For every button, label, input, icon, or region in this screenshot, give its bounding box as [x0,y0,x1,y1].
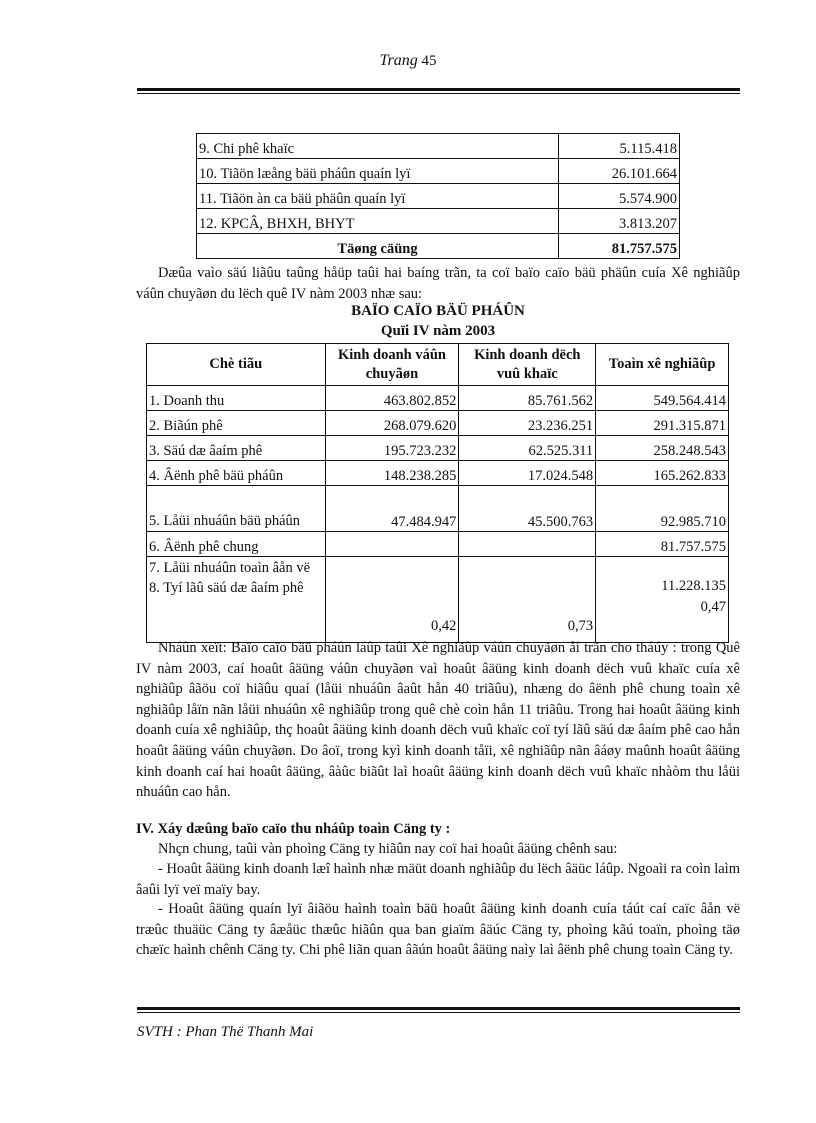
bullet-1: - Hoaût âäüng kinh doanh læî haình nhæ mäüt doanh nghiãûp du lëch âäüc láûp. Ngoaìi ra coìn laìm âaûi lyï veï maïy bay. [136,861,740,898]
table-row [197,134,680,159]
table-row [197,209,680,234]
bullet-2: - Hoaût âäüng quaín lyï âiãöu haình toaìn bäü hoaût âäüng kinh doanh cuía táút caí caïc âån vë træûc thuäüc Cäng ty âæåüc thæûc hiãûn qua ban giaïm âäúc Cäng ty, phoìng kãú toaïn, phoìng täø chæïc haình chênh Cäng ty. Chi phê liãn quan âãún hoaût âäüng naìy laì âënh phê chung toaìn Cäng ty. [136,901,740,959]
cell: 195.723.232 [325,436,459,461]
table-row [147,486,729,532]
cost-value: 5.115.418 [559,134,680,159]
section-heading: IV. Xáy dæûng baïo caïo thu nháûp toaìn Cäng ty : [136,821,451,837]
row-label: 8. Tyí lãû säú dæ âaím phê [149,580,304,596]
cell: 45.500.763 [459,486,596,532]
table-row [147,386,729,411]
table-row [147,532,729,557]
cost-table [196,133,680,259]
table-row [197,159,680,184]
cell: 148.238.285 [325,461,459,486]
cell: 549.564.414 [596,386,729,411]
cell: 85.761.562 [459,386,596,411]
row-label: 1. Doanh thu [147,386,326,411]
row-label: 4. Âënh phê bäü pháûn [147,461,326,486]
header-rule [137,88,740,94]
row-label: 3. Säú dæ âaím phê [147,436,326,461]
cell: 62.525.311 [459,436,596,461]
cell: 0,73 [567,618,594,634]
header-indicator: Chè tiãu [147,344,326,386]
cost-label: 10. Tiãön læång bäü pháûn quaín lyï [197,159,559,184]
footer-rule [137,1007,740,1013]
merged-label-cell [147,557,326,643]
comment-paragraph: Nháûn xeït: Baïo caïo bäü pháûn láûp taûi Xê nghiãûp váûn chuyãøn åí trãn cho tháúy : trong Quê IV nàm 2003, caí hoaût âäüng váûn chuyãøn vaì hoaût âäüng kinh doanh dëch vuû khaïc cuía xê nghiãûp âãöu coï hiãûu quaí (låüi nhuáûn âaût hån 40 triãûu), nhæng do âënh phê chung toaìn xê nghiãûp låïn nãn låüi nhuáûn xê nghiãûp trong quê chè coìn hån 11 triãûu. Trong hai hoaût âäüng kinh doanh cuía xê nghiãûp, thç hoaût âäüng kinh doanh dëch vuû khaïc coï tyí lãû säú dæ âaím phê cao hån hoaût âäüng váûn chuyãøn. Do âoï, trong kyì kinh doanh tåïi, xê nghiãûp nãn âáøy maûnh hoaût âäüng kinh doanh caí hai hoaût âäüng, âàûc biãût laì hoaût âäüng kinh doanh dëch vuû khaïc nhàòm thu låüi nhuáûn cao hån. [136,640,740,801]
section-intro: Nhçn chung, taûi vàn phoìng Cäng ty hiãûn nay coï hai hoaût âäüng chênh sau: [158,841,618,857]
cell: 47.484.947 [325,486,459,532]
table-row [147,436,729,461]
report-subtitle: Quïi IV nàm 2003 [380,323,496,339]
table-row [147,411,729,436]
report-title: BAÏO CAÏO BÄÜ PHÁÛN [351,303,525,319]
cell: 0,42 [431,618,457,634]
cost-label: 11. Tiãön àn ca bäü phäûn quaín lyï [197,184,559,209]
cell [596,557,729,643]
cell: 0,47 [700,599,726,615]
row-label: 2. Biãún phê [147,411,326,436]
header-label: Trang [379,52,418,69]
cell: 23.236.251 [459,411,596,436]
cell [459,532,596,557]
cell: 291.315.871 [596,411,729,436]
cell: 17.024.548 [459,461,596,486]
cost-label: 9. Chi phê khaïc [197,134,559,159]
table-row [197,184,680,209]
cell: 268.079.620 [325,411,459,436]
table-row [147,557,729,643]
total-label: Täøng cäüng [197,234,559,259]
intro-paragraph: Dæûa vaìo säú liãûu taûng håüp taûi hai baíng trãn, ta coï baïo caïo bäü phäûn cuía Xê nghiãûp váûn chuyãøn du lëch quê IV nàm 2003 nhæ sau: [136,265,740,302]
row-label: 5. Låüi nhuáûn bäü pháûn [147,486,326,532]
footer-author: SVTH : Phan Thë Thanh Mai [137,1024,314,1040]
cost-label: 12. KPCÂ, BHXH, BHYT [197,209,559,234]
cell: 11.228.135 [661,578,726,594]
table-header-row [147,344,729,386]
segment-report-table [146,343,729,643]
total-row [197,234,680,259]
page-header [0,52,816,70]
cell: 165.262.833 [596,461,729,486]
row-label: 6. Âënh phê chung [147,532,326,557]
cost-value: 26.101.664 [559,159,680,184]
total-value: 81.757.575 [559,234,680,259]
cost-value: 3.813.207 [559,209,680,234]
cell: 463.802.852 [325,386,459,411]
cell [459,557,596,643]
header-whole-enterprise: Toaìn xê nghiãûp [596,344,729,386]
cell: 81.757.575 [596,532,729,557]
header-other-services: Kinh doanh dëch vuû khaïc [459,344,596,386]
row-label: 7. Låüi nhuáûn toaìn âån vë [149,560,311,576]
cell: 258.248.543 [596,436,729,461]
table-row [147,461,729,486]
cell [325,557,459,643]
page-number: 45 [421,53,437,69]
cell: 92.985.710 [596,486,729,532]
header-transport: Kinh doanh váûn chuyãøn [325,344,459,386]
cell [325,532,459,557]
cost-value: 5.574.900 [559,184,680,209]
